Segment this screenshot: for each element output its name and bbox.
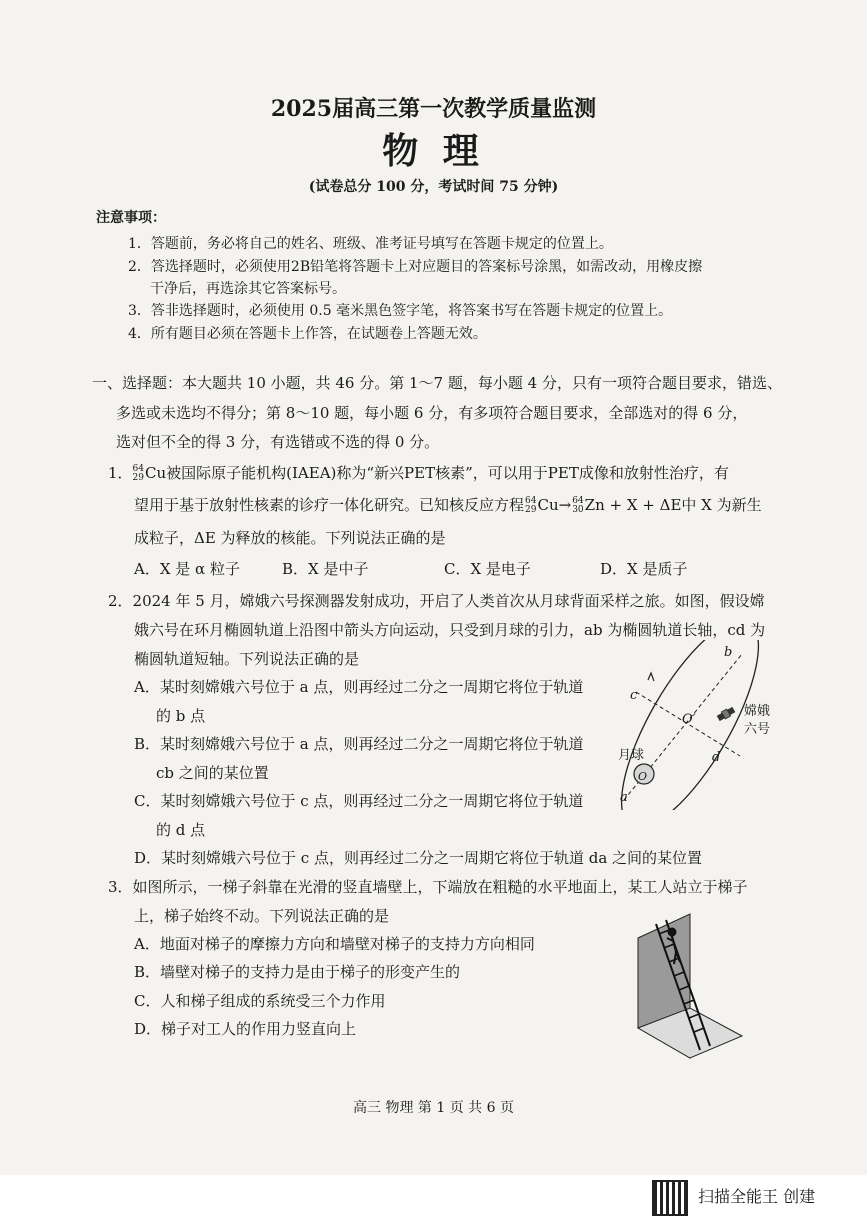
mass-number: 64 bbox=[132, 464, 144, 474]
option-d: D．X 是质子 bbox=[600, 560, 688, 578]
atomic-number: 29 bbox=[525, 505, 537, 515]
option-a: A．X 是 α 粒子 bbox=[134, 560, 240, 578]
section-instruction: 选对但不全的得 3 分，有选错或不选的得 0 分。 bbox=[116, 433, 440, 451]
subject-title: 物 理 bbox=[382, 130, 485, 172]
reaction-products: Zn + X + ΔE bbox=[584, 496, 682, 514]
option-a-cont: 的 b 点 bbox=[156, 707, 206, 725]
option-b-cont: cb 之间的某位置 bbox=[156, 764, 269, 782]
nuclide-symbol: Cu bbox=[537, 496, 559, 514]
question-2-line: 娥六号在环月椭圆轨道上沿图中箭头方向运动，只受到月球的引力，ab 为椭圆轨道长轴，cd 为 bbox=[134, 621, 766, 639]
notice-item: 4．所有题目必须在答题卡上作答，在试题卷上答题无效。 bbox=[128, 326, 487, 342]
notice-item: 3．答非选择题时，必须使用 0.5 毫米黑色签字笔，将答案书写在答题卡规定的位置上。 bbox=[128, 303, 673, 319]
notice-item: 1．答题前，务必将自己的姓名、班级、准考证号填写在答题卡规定的位置上。 bbox=[128, 236, 613, 252]
nuclide-indices bbox=[133, 465, 144, 483]
page-footer: 高三 物理 第 1 页 共 6 页 bbox=[353, 1100, 514, 1116]
focus-o-label: O bbox=[638, 770, 648, 783]
option-d: D．某时刻嫦娥六号位于 c 点，则再经过二分之一周期它将位于轨道 da 之间的某位置 bbox=[134, 849, 703, 867]
spacecraft-icon bbox=[716, 706, 736, 722]
moon-label: 月球 bbox=[618, 748, 645, 763]
point-c-label: c bbox=[630, 688, 638, 703]
scanner-watermark: 扫描全能王 创建 bbox=[698, 1187, 816, 1206]
point-a-label: a bbox=[620, 790, 628, 805]
question-2-line: 椭圆轨道短轴。下列说法正确的是 bbox=[134, 650, 360, 668]
option-b: B．墙壁对梯子的支持力是由于梯子的形变产生的 bbox=[134, 963, 461, 981]
exam-note: (试卷总分 100 分，考试时间 75 分钟) bbox=[308, 179, 559, 195]
nuclide-indices bbox=[525, 497, 536, 515]
point-b-label: b bbox=[724, 645, 733, 660]
reaction-arrow: → bbox=[558, 496, 572, 514]
section-instruction: 一、选择题：本大题共 10 小题，共 46 分。第 1～7 题，每小题 4 分，只有一项符合题目要求，错选、 bbox=[92, 374, 782, 392]
atomic-number: 29 bbox=[132, 473, 144, 483]
mass-number: 64 bbox=[572, 496, 584, 506]
option-a: A．某时刻嫦娥六号位于 a 点，则再经过二分之一周期它将位于轨道 bbox=[134, 678, 584, 696]
question-number: 1． bbox=[108, 464, 133, 482]
direction-arrow-icon bbox=[648, 673, 654, 681]
question-text: 中 X 为新生 bbox=[681, 496, 762, 514]
option-c-cont: 的 d 点 bbox=[156, 821, 206, 839]
option-c: C．X 是电子 bbox=[444, 560, 531, 578]
question-3-line: 3．如图所示，一梯子斜靠在光滑的竖直墙壁上，下端放在粗糙的水平地面上，某工人站立于梯子 bbox=[108, 878, 748, 896]
nuclide-indices bbox=[572, 497, 583, 515]
question-3-line: 上，梯子始终不动。下列说法正确的是 bbox=[134, 907, 390, 925]
option-b: B．某时刻嫦娥六号位于 a 点，则再经过二分之一周期它将位于轨道 bbox=[134, 735, 584, 753]
exam-title: 2025届高三第一次教学质量监测 bbox=[270, 96, 597, 122]
nuclide-symbol: Cu bbox=[145, 464, 167, 482]
option-d: D．梯子对工人的作用力竖直向上 bbox=[134, 1020, 357, 1038]
option-a: A．地面对梯子的摩擦力方向和墙壁对梯子的支持力方向相同 bbox=[134, 935, 535, 953]
center-o-prime-label: O′ bbox=[682, 712, 696, 727]
option-b: B．X 是中子 bbox=[282, 560, 369, 578]
question-1-line bbox=[134, 494, 762, 516]
option-c: C．人和梯子组成的系统受三个力作用 bbox=[134, 992, 386, 1010]
question-2-line: 2．2024 年 5 月，嫦娥六号探测器发射成功，开启了人类首次从月球背面采样之旅。如图，假设嫦 bbox=[108, 592, 765, 610]
question-text: 被国际原子能机构(IAEA)称为“新兴PET核素”，可以用于PET成像和放射性治疗，有 bbox=[166, 464, 729, 482]
notice-heading: 注意事项： bbox=[96, 210, 166, 226]
option-c: C．某时刻嫦娥六号位于 c 点，则再经过二分之一周期它将位于轨道 bbox=[134, 792, 584, 810]
point-d-label: d bbox=[712, 750, 721, 765]
section-instruction: 多选或未选均不得分；第 8～10 题，每小题 6 分，有多项符合题目要求，全部选对的得 6 分， bbox=[116, 404, 748, 422]
question-text: 成粒子，ΔE 为释放的核能。下列说法正确的是 bbox=[134, 529, 446, 547]
spacecraft-label-1: 嫦娥 bbox=[744, 704, 771, 719]
question-text: 望用于基于放射性核素的诊疗一体化研究。已知核反应方程 bbox=[134, 496, 525, 514]
ladder-figure bbox=[630, 908, 746, 1068]
notice-item: 2．答选择题时，必须使用2B铅笔将答题卡上对应题目的答案标号涂黑，如需改动，用橡皮擦 bbox=[128, 259, 703, 275]
question-1-line bbox=[108, 462, 729, 484]
qr-code-icon bbox=[652, 1180, 688, 1216]
spacecraft-label-2: 六号 bbox=[744, 722, 771, 737]
atomic-number: 30 bbox=[572, 505, 584, 515]
notice-item: 干净后，再选涂其它答案标号。 bbox=[150, 281, 346, 297]
mass-number: 64 bbox=[525, 496, 537, 506]
